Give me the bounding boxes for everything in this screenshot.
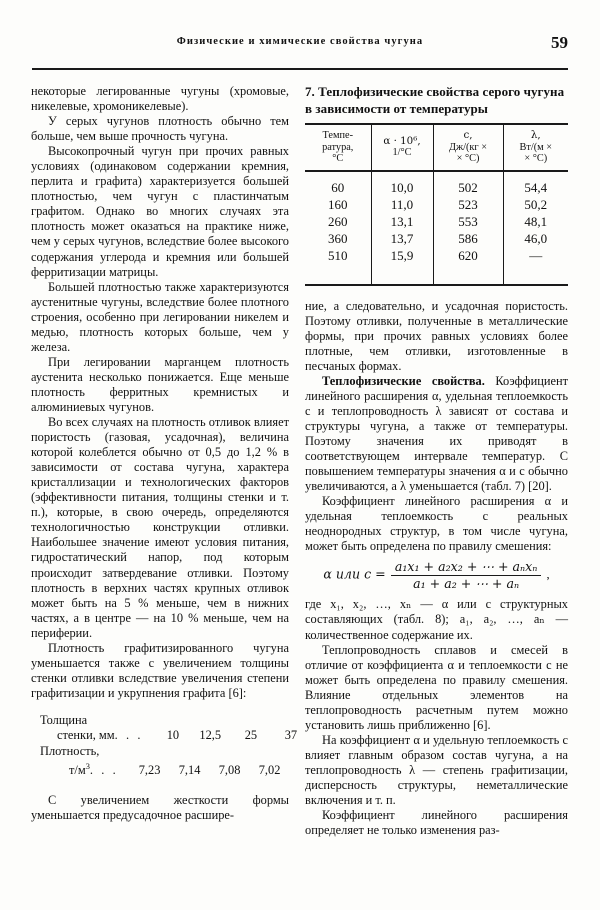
run-in-heading: Теплофизические свойства. bbox=[322, 373, 485, 388]
value: 12,5 bbox=[199, 728, 222, 743]
table-tail-row bbox=[305, 265, 568, 285]
wall-thickness-density-data bbox=[31, 712, 298, 779]
cell-alpha: 10,0 bbox=[371, 180, 433, 197]
paragraph: Теплопроводность сплавов и смесей в отличие от коэффициента α и теплоемкости c не может быть определена по правилу смешения. Влияние отдельных элементов на теплопроводность расчетным путем можно установить лишь приближенно [6]. bbox=[305, 642, 568, 732]
paragraph: Большей плотностью также характеризуются аустенитные чугуны, вследствие более плотного строения, особенно при легировании никелем и медью, плотность которых больше, чем у железа. bbox=[31, 279, 289, 354]
table-row bbox=[305, 197, 568, 214]
running-head-title: Физические и химические свойства чугуна bbox=[176, 36, 424, 47]
header-line: λ, bbox=[530, 129, 541, 141]
cell-specific-heat: 620 bbox=[433, 248, 503, 265]
cell-conductivity: 50,2 bbox=[503, 197, 568, 214]
data-label-line bbox=[31, 744, 289, 759]
header-line: c, bbox=[463, 129, 473, 141]
paragraph: Высокопрочный чугун при прочих равных условиях (одинаковом содержании кремния, перлита и графита) характеризуется большей плотностью, чем чугун с пластинчатым графитом. Однако во многих случаях эта плотность может оказаться на практике ниже, чем у серых чугунов, вследствие более высокого содержания углерода и кремния или большей ферритизации матрицы. bbox=[31, 144, 289, 279]
leader-dots: . . . bbox=[114, 728, 144, 743]
paragraph: На коэффициент α и удельную теплоемкость c влияет главным образом состав чугуна, а на теплопроводность λ — степень графитизации, дисперсность структуры, неметаллические включения и т. п. bbox=[305, 732, 568, 808]
spacer bbox=[31, 779, 289, 793]
cell-conductivity: 46,0 bbox=[503, 231, 568, 248]
thickness-label-line2: стенки, мм bbox=[57, 728, 115, 743]
paragraph: ние, а следовательно, и усадочная пористость. Поэтому отливки, полученные в металлические формы, при прочих равных условиях более плотные, чем отливки, изготовленные в песчаных формах. bbox=[305, 298, 568, 373]
formula-fraction bbox=[391, 560, 542, 591]
cell-specific-heat: 553 bbox=[433, 214, 503, 231]
thickness-values bbox=[143, 728, 297, 742]
header-line: Вт/(м × bbox=[519, 141, 553, 153]
header-line: α · 10⁶, bbox=[383, 134, 421, 147]
right-column bbox=[305, 84, 568, 838]
cell-specific-heat: 523 bbox=[433, 197, 503, 214]
paragraph-with-run-in-heading bbox=[305, 374, 568, 494]
header-line: × °С) bbox=[456, 153, 480, 165]
formula-lhs: α или c = bbox=[323, 566, 386, 582]
density-unit bbox=[69, 759, 90, 779]
cell-conductivity: — bbox=[503, 248, 568, 265]
paragraph: Во всех случаях на плотность отливок влияет пористость (газовая, усадочная), величина которой колеблется обычно от 0,5 до 1,2 % в зависимости от состава чугуна, характера кристаллизации и технологических факторов (эффективности питания, толщины стенки и т. п.), которые, в свою очередь, определяются технологичностью конструкции отливки. Наибольшее значение имеют условия питания, гидростатический напор, под которым происходит затвердевание отливки. Поэтому плотность в верхних частях крупных отливок может быть на 5 % меньше, чем в нижних частях, а в центре — на 10 % меньше, чем на периферии. bbox=[31, 415, 289, 640]
paragraph: У серых чугунов плотность обычно тем больше, чем выше прочность чугуна. bbox=[31, 114, 289, 144]
paragraph: Коэффициент линейного расширения α и удельная теплоемкость c реальных неоднородных структур, в том числе чугуна, может быть определена по правилу смешения: bbox=[305, 494, 568, 554]
cell-alpha: 13,1 bbox=[371, 214, 433, 231]
value: 25 bbox=[244, 728, 258, 743]
cell-temperature: 60 bbox=[331, 180, 345, 196]
header-line: ратура, bbox=[322, 141, 354, 153]
cell-alpha: 15,9 bbox=[371, 248, 433, 265]
formula-numerator: a₁x₁ + a₂x₂ + ⋯ + aₙxₙ bbox=[391, 560, 542, 576]
cell-temperature: 360 bbox=[328, 231, 348, 247]
data-label-line bbox=[31, 713, 289, 728]
value: 7,14 bbox=[178, 763, 201, 778]
cell-temperature: 160 bbox=[328, 197, 348, 213]
paragraph: При легировании марганцем плотность аустенита несколько понижается. Еще меньше плотность ферритных кремнистых и алюминиевых чугунов. bbox=[31, 354, 289, 414]
running-head bbox=[32, 33, 568, 58]
table-caption bbox=[305, 84, 568, 117]
cell-alpha: 11,0 bbox=[371, 197, 433, 214]
paragraph: где x₁, x₂, …, xₙ — α или c структурных составляющих (табл. 8); a₁, a₂, …, aₙ — количественное содержание их. bbox=[305, 597, 568, 642]
header-line: 1/°С bbox=[392, 147, 412, 159]
table-header-row bbox=[305, 125, 568, 171]
table-row bbox=[305, 180, 568, 197]
table-row bbox=[305, 214, 568, 231]
cell-specific-heat: 502 bbox=[433, 180, 503, 197]
table-spacer-row bbox=[305, 172, 568, 180]
cell-temperature: 510 bbox=[328, 248, 348, 264]
formula-trailing-comma: , bbox=[546, 567, 550, 582]
data-row-thickness bbox=[31, 728, 298, 743]
column-header-alpha bbox=[371, 125, 433, 171]
header-rule bbox=[32, 68, 568, 70]
density-unit-base: т/м bbox=[69, 763, 86, 778]
value: 7,23 bbox=[138, 763, 161, 778]
data-row-density bbox=[31, 759, 289, 779]
header-line: Дж/(кг × bbox=[448, 141, 488, 153]
value: 10 bbox=[166, 728, 180, 743]
table-number: 7. bbox=[305, 84, 315, 99]
paragraph: С увеличением жесткости формы уменьшается предусадочное расшире- bbox=[31, 792, 289, 822]
header-line: × °С) bbox=[524, 153, 548, 165]
cell-conductivity: 54,4 bbox=[503, 180, 568, 197]
leader-dots: . . . bbox=[89, 763, 119, 778]
formula-denominator: a₁ + a₂ + ⋯ + aₙ bbox=[413, 576, 520, 592]
left-column bbox=[31, 84, 298, 823]
paragraph: Коэффициент линейного расширения определяет не только изменения раз- bbox=[305, 808, 568, 838]
cell-conductivity: 48,1 bbox=[503, 214, 568, 231]
cell-alpha: 13,7 bbox=[371, 231, 433, 248]
paragraph: некоторые легированные чугуны (хромовые, никелевые, хромоникелевые). bbox=[31, 84, 289, 114]
thermophysical-properties-table bbox=[305, 123, 568, 286]
paragraph-body: Коэффициент линейного расширения α, удельная теплоемкость c и теплопроводность λ зависят от состава и структуры чугуна, а также от температуры. Поэтому значения их приводят в соответствующем интервале температур. С повышением температуры значения α и c обычно увеличиваются, а λ уменьшается (табл. 7) [20]. bbox=[305, 373, 569, 494]
table-row bbox=[305, 231, 568, 248]
cell-temperature: 260 bbox=[328, 214, 348, 230]
table-caption-text: Теплофизические свойства серого чугуна в зависимости от температуры bbox=[305, 84, 565, 116]
column-header-temperature bbox=[305, 125, 371, 171]
density-unit-exponent: 3 bbox=[85, 762, 90, 772]
page-number: 59 bbox=[551, 33, 568, 52]
density-label-line1: Плотность, bbox=[40, 743, 100, 758]
value: 7,02 bbox=[258, 763, 281, 778]
header-line: Темпе- bbox=[322, 130, 353, 141]
thickness-label-line1: Толщина bbox=[40, 712, 88, 727]
cell-specific-heat: 586 bbox=[433, 231, 503, 248]
table-row bbox=[305, 248, 568, 265]
value: 37 bbox=[284, 728, 298, 743]
paragraph: Плотность графитизированного чугуна уменьшается также с увеличением толщины стенки отливки вследствие увеличения степени графитизации и укрупнения графита [6]: bbox=[31, 640, 289, 700]
header-line: °С bbox=[332, 153, 344, 165]
density-values bbox=[118, 763, 280, 777]
mixture-rule-formula bbox=[305, 560, 568, 591]
column-header-conductivity bbox=[503, 125, 568, 171]
value: 7,08 bbox=[218, 763, 241, 778]
column-header-specific-heat bbox=[433, 125, 503, 171]
spacer bbox=[305, 286, 568, 299]
